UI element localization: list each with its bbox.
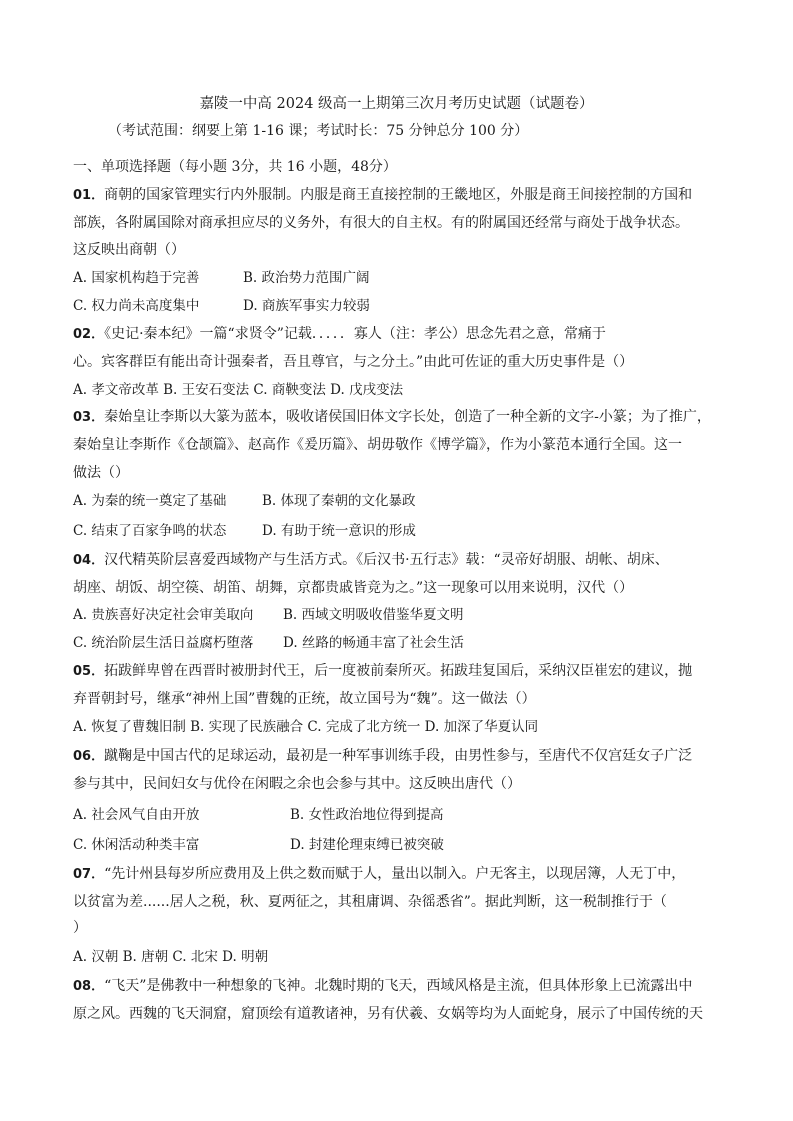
question-1-option-c[interactable]: C. 权力尚未高度集中 <box>73 298 200 314</box>
question-1-option-a[interactable]: A. 国家机构趋于完善 <box>73 270 200 286</box>
question-6-line-2: 参与其中，民间妇女与优伶在闲暇之余也会参与其中。这反映出唐代（） <box>73 776 521 792</box>
question-8-line-2: 原之风。西魏的飞天洞窟，窟顶绘有道教诸神，另有伏羲、女娲等均为人面蛇身，展示了中国传统的天 <box>73 1006 703 1022</box>
question-3-option-b[interactable]: B. 体现了秦朝的文化暴政 <box>262 493 416 509</box>
question-3-line-1: 03．秦始皇让李斯以大篆为蓝本，吸收诸侯国旧体文字长处，创造了一种全新的文字-小篆；为了推广， <box>73 409 711 425</box>
question-3-line-2: 秦始皇让李斯作《仓颉篇》、赵高作《爰历篇》、胡毋敬作《博学篇》，作为小篆范本通行全国。这一 <box>73 437 682 453</box>
question-1-option-b[interactable]: B. 政治势力范围广阔 <box>243 270 370 286</box>
question-5-line-1: 05．拓跋鲜卑曾在西晋时被册封代王，后一度被前秦所灭。拓跋珪复国后，采纳汉臣崔宏的建议，抛 <box>73 663 693 679</box>
question-3-line-3: 做法（） <box>73 465 129 481</box>
question-6-line-1: 06．蹴鞠是中国古代的足球运动，最初是一种军事训练手段，由男性参与，至唐代不仅宫廷女子广泛 <box>73 748 693 764</box>
question-6-option-b[interactable]: B. 女性政治地位得到提高 <box>290 807 444 823</box>
question-2-options[interactable]: A. 孝文帝改革 B. 王安石变法 C. 商鞅变法 D. 戊戌变法 <box>73 382 404 398</box>
question-2-line-1: 02．《史记·秦本纪》一篇“求贤令”记载．．．．．寡人（注：孝公）思念先君之意，常痛于 <box>73 326 606 342</box>
question-5-options[interactable]: A. 恢复了曹魏旧制 B. 实现了民族融合 C. 完成了北方统一 D. 加深了华夏认同 <box>73 719 539 735</box>
question-2-number: 02． <box>73 327 105 342</box>
question-7-line-3: ） <box>73 920 87 936</box>
question-3-option-a[interactable]: A. 为秦的统一奠定了基础 <box>73 493 227 509</box>
question-4-option-d[interactable]: D. 丝路的畅通丰富了社会生活 <box>283 635 464 651</box>
section-heading: 一、单项选择题（每小题 3分，共 16 小题，48分） <box>73 159 397 175</box>
question-4-line-2: 胡座、胡饭、胡空篌、胡笛、胡舞，京都贵戚皆竞为之。”这一现象可以用来说明，汉代（） <box>73 580 634 596</box>
question-7-line-1: 07．“先计州县每岁所应费用及上供之数而赋于人，量出以制入。户无客主，以现居簿，人无丁中， <box>73 866 686 882</box>
question-2-line-2: 心。宾客群臣有能出奇计强秦者，吾且尊官，与之分土。”由此可佐证的重大历史事件是（） <box>73 354 634 370</box>
question-7-number: 07． <box>73 867 105 882</box>
question-3-number: 03． <box>73 410 105 425</box>
question-4-number: 04． <box>73 553 105 568</box>
question-6-option-d[interactable]: D. 封建伦理束缚已被突破 <box>290 837 444 853</box>
question-3-option-d[interactable]: D. 有助于统一意识的形成 <box>262 523 416 539</box>
exam-subtitle: （考试范围：纲要上第 1-16 课；考试时长：75 分钟总分 100 分） <box>108 123 529 139</box>
question-1-option-d[interactable]: D. 商族军事实力较弱 <box>243 298 370 314</box>
question-7-line-2: 以贫富为差......居人之税，秋、夏两征之，其租庸调、杂徭悉省”。据此判断，这一税制推行于（ <box>73 894 667 910</box>
question-8-number: 08． <box>73 979 105 994</box>
question-4-line-1: 04．汉代精英阶层喜爱西域物产与生活方式。《后汉书·五行志》载：“灵帝好胡服、胡帐、胡床、 <box>73 552 669 568</box>
question-4-option-c[interactable]: C. 统治阶层生活日益腐朽堕落 <box>73 635 254 651</box>
question-4-option-b[interactable]: B. 西域文明吸收借鉴华夏文明 <box>283 607 464 623</box>
exam-title: 嘉陵一中高 2024 级高一上期第三次月考历史试题（试题卷） <box>199 96 594 112</box>
question-5-line-2: 弃晋朝封号，继承“神州上国”曹魏的正统，故立国号为“魏”。这一做法（） <box>73 691 536 707</box>
question-6-option-a[interactable]: A. 社会风气自由开放 <box>73 807 200 823</box>
question-6-option-c[interactable]: C. 休闲活动种类丰富 <box>73 837 200 853</box>
question-7-options[interactable]: A. 汉朝 B. 唐朝 C. 北宋 D. 明朝 <box>73 949 269 965</box>
question-6-number: 06． <box>73 749 105 764</box>
question-5-number: 05． <box>73 664 105 679</box>
question-1-number: 01． <box>73 188 105 203</box>
question-1-line-2: 部族，各附属国除对商承担应尽的义务外，有很大的自主权。有的附属国还经常与商处于战争状态。 <box>73 215 689 231</box>
question-8-line-1: 08．“飞天”是佛教中一种想象的飞神。北魏时期的飞天，西域风格是主流，但具体形象上已流露出中 <box>73 978 693 994</box>
question-4-option-a[interactable]: A. 贵族喜好决定社会审美取向 <box>73 607 254 623</box>
question-1-line-3: 这反映出商朝（） <box>73 242 185 258</box>
question-3-option-c[interactable]: C. 结束了百家争鸣的状态 <box>73 523 227 539</box>
question-1-line-1: 01．商朝的国家管理实行内外服制。内服是商王直接控制的王畿地区，外服是商王间接控制的方国和 <box>73 187 693 203</box>
